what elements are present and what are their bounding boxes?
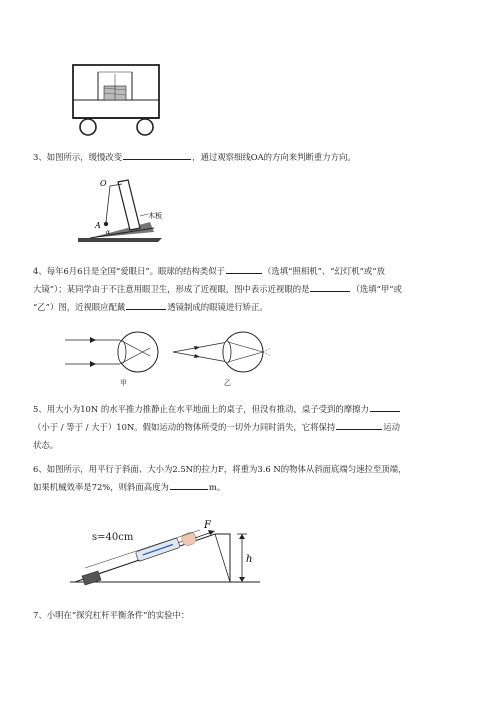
label-o: O — [100, 179, 107, 188]
q3-blank[interactable] — [123, 149, 191, 160]
label-s: s=40cm — [92, 532, 134, 543]
question-4 — [33, 262, 473, 316]
q5-line-3: 状态。 — [33, 440, 59, 450]
caption-yi: 乙 — [224, 379, 231, 387]
q7-line-1: 7、小明在“探究杠杆平衡条件”的实验中： — [33, 610, 190, 620]
question-5 — [33, 400, 473, 454]
q6-blank[interactable] — [170, 479, 208, 490]
label-h: h — [246, 554, 253, 565]
q4-line-1: 4、每年6月6日是全国“爱眼日”。眼球的结构类似于 （选填“照相机”、“幻灯机”或“放 — [33, 262, 473, 280]
label-board: 木板 — [148, 212, 162, 220]
q4-blank-2[interactable] — [310, 281, 350, 292]
incline-figure — [70, 510, 265, 590]
cart-figure — [70, 60, 165, 138]
eye-diagram-jia — [60, 328, 165, 376]
q5-blank-1[interactable] — [370, 401, 400, 412]
question-6 — [33, 460, 473, 496]
q6-line-1: 6、如图所示，用平行于斜面、大小为2.5N的拉力F，将重为3.6 N的物体从斜面底端匀速拉至顶端， — [33, 464, 407, 474]
q5-line-2: （小于 / 等于 / 大于）10N。假如运动的物体所受的一切外力同时消失，它将保持 运动 — [33, 418, 473, 436]
label-alpha: α — [106, 229, 111, 236]
q4-line-3: “乙”）图，近视眼应配戴 透镜制成的眼镜进行矫正。 — [33, 298, 473, 316]
question-3 — [33, 148, 473, 166]
caption-jia: 甲 — [120, 379, 127, 387]
q6-line-2: 如果机械效率是72%，则斜面高度为 m。 — [33, 478, 473, 496]
label-a: A — [95, 221, 101, 230]
plumb-line-figure — [70, 172, 180, 250]
eye-diagram-yi — [168, 328, 273, 376]
q3-line-1: 3、如图所示，缓慢改变 ，通过观察细线OA的方向来判断重力方向。 — [33, 148, 473, 166]
question-7 — [33, 606, 473, 624]
q4-blank-3[interactable] — [126, 299, 166, 310]
q4-blank-1[interactable] — [226, 263, 262, 274]
q5-blank-2[interactable] — [336, 419, 382, 430]
label-f: F — [204, 520, 211, 531]
q4-line-2: 大镜”）；某同学由于不注意用眼卫生，形成了近视眼，图中表示近视眼的是 （选填“甲”或 — [33, 280, 473, 298]
q5-line-1: 5、用大小为10N 的水平推力推静止在水平地面上的桌子，但没有推动，桌子受到的摩擦力 — [33, 400, 473, 418]
